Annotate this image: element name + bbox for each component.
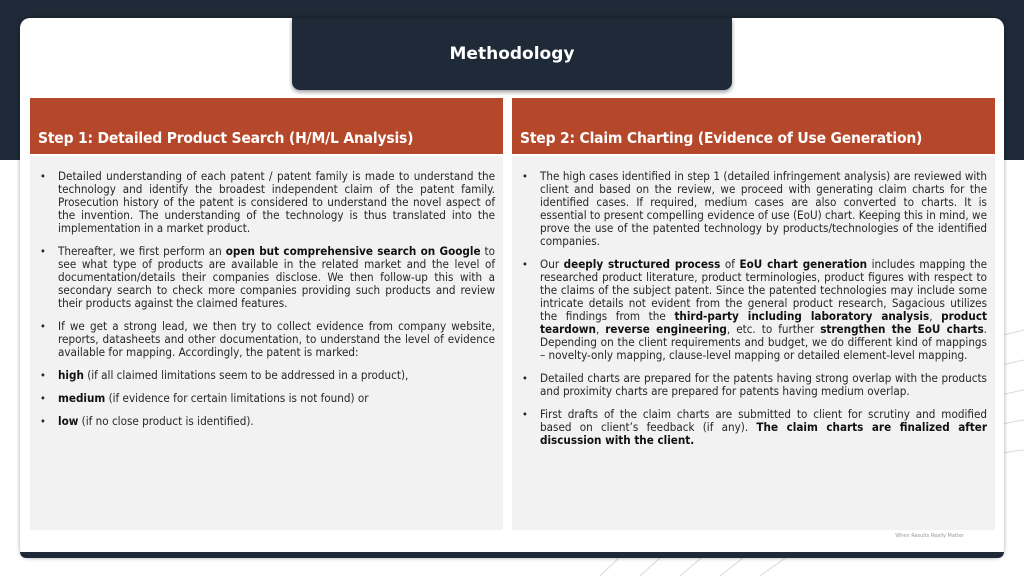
bold-text-segment: EoU chart generation [739,257,868,271]
text-segment: (if no close product is identified). [78,414,254,428]
text-segment: Our [540,257,564,271]
footer-tagline: When Results Really Matter [895,533,964,539]
step2-bullet-item [520,408,987,447]
bold-text-segment: deeply structured process [563,257,721,271]
step2-bullet-item [520,170,987,248]
step2-header [512,98,995,154]
text-segment: . Depending on the client requirements and budget, we do different kind of mappings – novelty-only mapping, clause-level mapping or detailed element-level mapping. [540,322,987,362]
text-segment: of [720,257,740,271]
text-segment: If we get a strong lead, we then try to collect evidence from company website, reports, datasheets and other documentation, to understand the level of evidence available for mapping. Accordingly, the patent is marked: [58,319,495,359]
bullet-marker: • [522,258,528,271]
text-segment: Detailed understanding of each patent / patent family is made to understand the technology and identify the broadest independent claim of the patent family. Prosecution history of the patent is considered to understand the novel aspect of the invention. The understanding of the technology is thus translated into the implementation in a market product. [58,169,495,235]
text-segment: (if all claimed limitations seem to be addressed in a product), [83,368,409,382]
step1-bullet-item [38,392,495,405]
text-segment: Thereafter, we first perform an [58,244,226,258]
step2-body [512,156,995,530]
step1-bullet-item [38,245,495,310]
step2-bullet-item [520,372,987,398]
text-segment: (if evidence for certain limitations is not found) or [105,391,369,405]
text-segment: , [929,309,942,323]
bullet-marker: • [40,392,46,405]
bullet-marker: • [522,408,528,421]
bold-text-segment: medium [58,391,106,405]
step1-body [30,156,503,530]
step1-bullet-item [38,170,495,235]
bold-text-segment: reverse engineering [605,322,727,336]
text-segment: , etc. to further [726,322,821,336]
step1-heading: Step 1: Detailed Product Search (H/M/L Analysis) [38,129,414,147]
text-segment: First drafts of the claim charts are submitted to client for scrutiny and modified based on client’s feedback (if any). [540,407,987,434]
bullet-marker: • [40,245,46,258]
text-segment: includes mapping the researched product literature, product terminologies, product figures with respect to the claims of the subject patent. Since the patented technologies may include some intricate details not evident from the general product research, Sagacious utilizes the findings from the [540,257,988,323]
text-segment: , [595,322,606,336]
text-segment: The high cases identified in step 1 (detailed infringement analysis) are reviewed with client and based on the review, we proceed with generating claim charts for the identified cases. If required, medium cases are also converted to charts. It is essential to present compelling evidence of use (EoU) chart. Keeping this in mind, we prove the use of the patented technology by products/technologies of the identified companies. [540,169,987,248]
step2-bullet-item [520,258,987,362]
bullet-marker: • [522,372,528,385]
bold-text-segment: open but comprehensive search on Google [225,244,481,258]
bullet-marker: • [40,170,46,183]
bold-text-segment: low [58,414,79,428]
title-tab [292,18,732,90]
step1-bullet-item [38,320,495,359]
bold-text-segment: The claim charts are finalized after discussion with the client. [540,420,987,447]
bullet-marker: • [522,170,528,183]
step2-bullet-list [520,170,987,447]
bottom-bar [20,552,1004,558]
text-segment: to see what type of products are available in the related market and the level of documentation/details their companies disclose. We then follow-up this with a secondary search to check more companies providing such products and review their products against the claimed features. [58,244,496,310]
bullet-marker: • [40,415,46,428]
bullet-marker: • [40,320,46,333]
step1-bullet-item [38,415,495,428]
bold-text-segment: high [58,368,84,382]
step1-bullet-item [38,369,495,382]
bullet-marker: • [40,369,46,382]
bold-text-segment: third-party including laboratory analysis [674,309,930,323]
bold-text-segment: product teardown [540,309,987,336]
bold-text-segment: strengthen the EoU charts [820,322,984,336]
slide-title: Methodology [449,44,575,64]
step1-bullet-list [38,170,495,428]
text-segment: Detailed charts are prepared for the patents having strong overlap with the products and proximity charts are prepared for patents having medium overlap. [540,371,987,398]
step2-heading: Step 2: Claim Charting (Evidence of Use Generation) [520,129,923,147]
step1-header [30,98,503,154]
